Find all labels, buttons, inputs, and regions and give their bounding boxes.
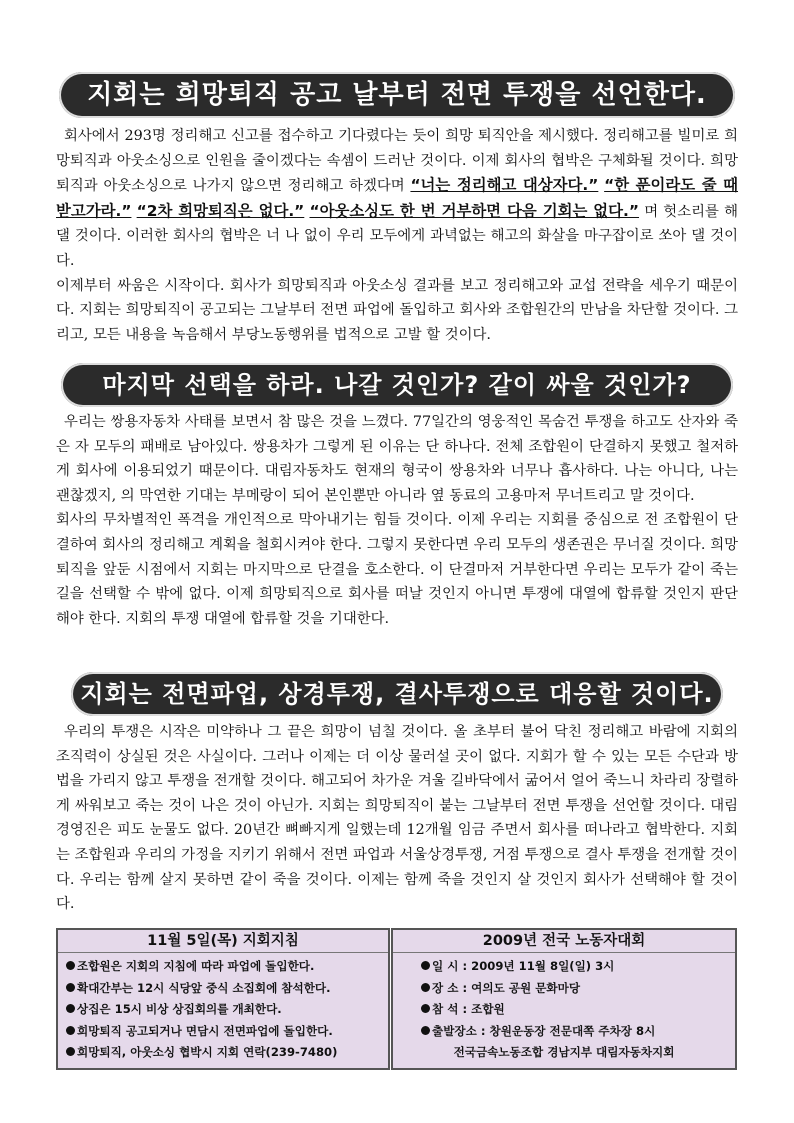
guideline-item-text: 상집은 15시 비상 상집회의를 개최한다. <box>77 1002 282 1016</box>
quote-1: “너는 정리해고 대상자다.” <box>410 176 599 195</box>
section2-paragraph-1: 우리는 쌍용자동차 사태를 보면서 참 많은 것을 느꼈다. 77일간의 영웅적인 목숨건 투쟁을 하고도 산자와 죽은 자 모두의 패배로 남아있다. 쌍용차가 그렇게 된 이유는 단 하나다. 전체 조합원이 단결하지 못했고 철저하게 회사에 이용되었기 때문이다. 대림자동차도 현재의 형국이 쌍용차와 너무나 흡사하다. 나는 아니다, 나는 괜찮겠지, 의 막연한 기대는 부메랑이 되어 본인뿐만 아니라 옆 동료의 고용마저 무너트리고 말 것이다. <box>56 414 738 504</box>
section3-paragraph-1: 우리의 투쟁은 시작은 미약하나 그 끝은 희망이 넘칠 것이다. 올 초부터 불어 닥친 정리해고 바람에 지회의 조직력이 상실된 것은 사실이다. 그러나 이제는 더 이상 물러설 곳이 없다. 지회가 할 수 있는 모든 수단과 방법을 가리지 않고 투쟁을 전개할 것이다. 해고되어 차가운 겨울 길바닥에서 굶어서 얼어 죽느니 차라리 장렬하게 싸워보고 죽는 것이 나은 것이 아닌가. 지회는 희망퇴직이 붙는 그날부터 전면 투쟁을 선언할 것이다. 대림 경영진은 피도 눈물도 없다. 20년간 뼈빠지게 일했는데 12개월 임금 주면서 회사를 떠나라고 협박한다. 지회는 조합원과 우리의 가정을 지키기 위해서 전면 파업과 서울상경투쟁, 거점 투쟁으로 결사 투쟁을 전개할 것이다. 우리는 함께 살지 못하면 같이 죽을 것이다. 이제는 함께 죽을 것인지 살 것인지 회사가 선택해야 할 것이다. <box>56 724 738 913</box>
list-item <box>66 999 388 1021</box>
list-item <box>421 1021 735 1043</box>
rally-item-text: 일 시 : 2009년 11월 8일(일) 3시 <box>432 959 615 973</box>
guideline-box-title: 11월 5일(목) 지회지침 <box>58 930 388 953</box>
section1-heading: 지회는 희망퇴직 공고 날부터 전면 투쟁을 선언한다. <box>59 72 735 118</box>
section2-heading: 마지막 선택을 하라. 나갈 것인가? 같이 싸울 것인가? <box>61 363 733 407</box>
guideline-item-text: 희망퇴직, 아웃소싱 협박시 지회 연락(239-7480) <box>77 1045 338 1059</box>
bullet-icon <box>421 983 430 992</box>
guideline-item-text: 확대간부는 12시 식당앞 중식 소집회에 참석한다. <box>77 980 331 995</box>
bullet-icon <box>421 961 430 970</box>
section1-body <box>56 124 738 347</box>
rally-box-title: 2009년 전국 노동자대회 <box>393 930 735 953</box>
bullet-icon <box>421 1026 430 1035</box>
section1-paragraph-2: 이제부터 싸움은 시작이다. 회사가 희망퇴직과 아웃소싱 결과를 보고 정리해고와 교섭 전략을 세우기 때문이다. 지회는 희망퇴직이 공고되는 그날부터 전면 파업에 돌입하고 회사와 조합원간의 만남을 차단할 것이다. 그리고, 모든 내용을 녹음해서 부당노동행위를 법적으로 고발 할 것이다. <box>56 277 738 343</box>
section1-paragraph-1 <box>56 124 738 274</box>
section3-heading: 지회는 전면파업, 상경투쟁, 결사투쟁으로 대응할 것이다. <box>71 672 723 716</box>
list-item <box>421 999 735 1021</box>
bullet-icon <box>66 961 75 970</box>
list-item <box>421 978 735 1000</box>
list-item <box>66 978 388 1000</box>
organization-name: 전국금속노동조합 경남지부 대림자동차지회 <box>453 1045 675 1059</box>
list-item <box>421 956 735 978</box>
section2-paragraph-2: 회사의 무차별적인 폭격을 개인적으로 막아내기는 힘들 것이다. 이제 우리는 지회를 중심으로 전 조합원이 단결하여 회사의 정리해고 계획을 철회시켜야 한다. 그렇지 못한다면 우리 모두의 생존권은 무너질 것이다. 희망퇴직을 앞둔 시점에서 지회는 마지막으로 단결을 호소한다. 이 단결마저 거부한다면 우리는 모두가 같이 죽는 길을 선택할 수 밖에 없다. 이제 희망퇴직으로 회사를 떠날 것인지 아니면 투쟁에 대열에 합류할 것인지 판단해야 한다. 지회의 투쟁 대열에 합류할 것을 기대한다. <box>56 512 738 627</box>
bullet-icon <box>66 1047 75 1056</box>
section3-body <box>56 720 738 917</box>
rally-item-text: 출발장소 : 창원운동장 전문대쪽 주차장 8시 <box>432 1023 656 1038</box>
section1-text-a: 회사에서 293명 정리해고 신고를 접수하고 기다렸다는 듯이 희망 퇴직안을 제시했다. 정리해고를 빌미로 희망퇴직과 아웃소싱으로 인원을 줄이겠다는 속셈이 드러난 것이다. 이제 회사의 협박은 구체화될 것이다. 희망퇴직과 아웃소싱으로 나가지 않으면 정리해고 하겠다며 <box>56 128 738 195</box>
rally-item-text: 참 석 : 조합원 <box>432 1002 505 1016</box>
rally-item-text: 장 소 : 여의도 공원 문화마당 <box>432 980 581 995</box>
quote-3: “2차 희망퇴직은 없다.” <box>136 201 305 220</box>
bullet-icon <box>421 1004 430 1013</box>
section2-body <box>56 410 738 631</box>
quote-2: “한 푼이라도 줄 때 받고가라.” <box>56 176 739 220</box>
list-item <box>66 1021 388 1043</box>
list-item <box>66 956 388 978</box>
guideline-box <box>56 928 390 1070</box>
section1-text-b: 며 헛소리를 해 댈 것이다. 이러한 회사의 협박은 너 나 없이 우리 모두에게 과녁없는 해고의 화살을 마구잡이로 쏘아 댈 것이다. <box>56 203 738 269</box>
quote-4: “아웃소싱도 한 번 거부하면 다음 기회는 없다.” <box>309 201 640 220</box>
rally-info-list <box>393 953 735 1042</box>
bullet-icon <box>66 1026 75 1035</box>
list-item <box>66 1042 388 1064</box>
bullet-icon <box>66 983 75 992</box>
rally-box <box>391 928 737 1070</box>
guideline-list <box>58 953 388 1064</box>
bullet-icon <box>66 1004 75 1013</box>
guideline-item-text: 희망퇴직 공고되거나 면담시 전면파업에 돌입한다. <box>77 1023 333 1038</box>
guideline-item-text: 조합원은 지회의 지침에 따라 파업에 돌입한다. <box>77 959 315 973</box>
